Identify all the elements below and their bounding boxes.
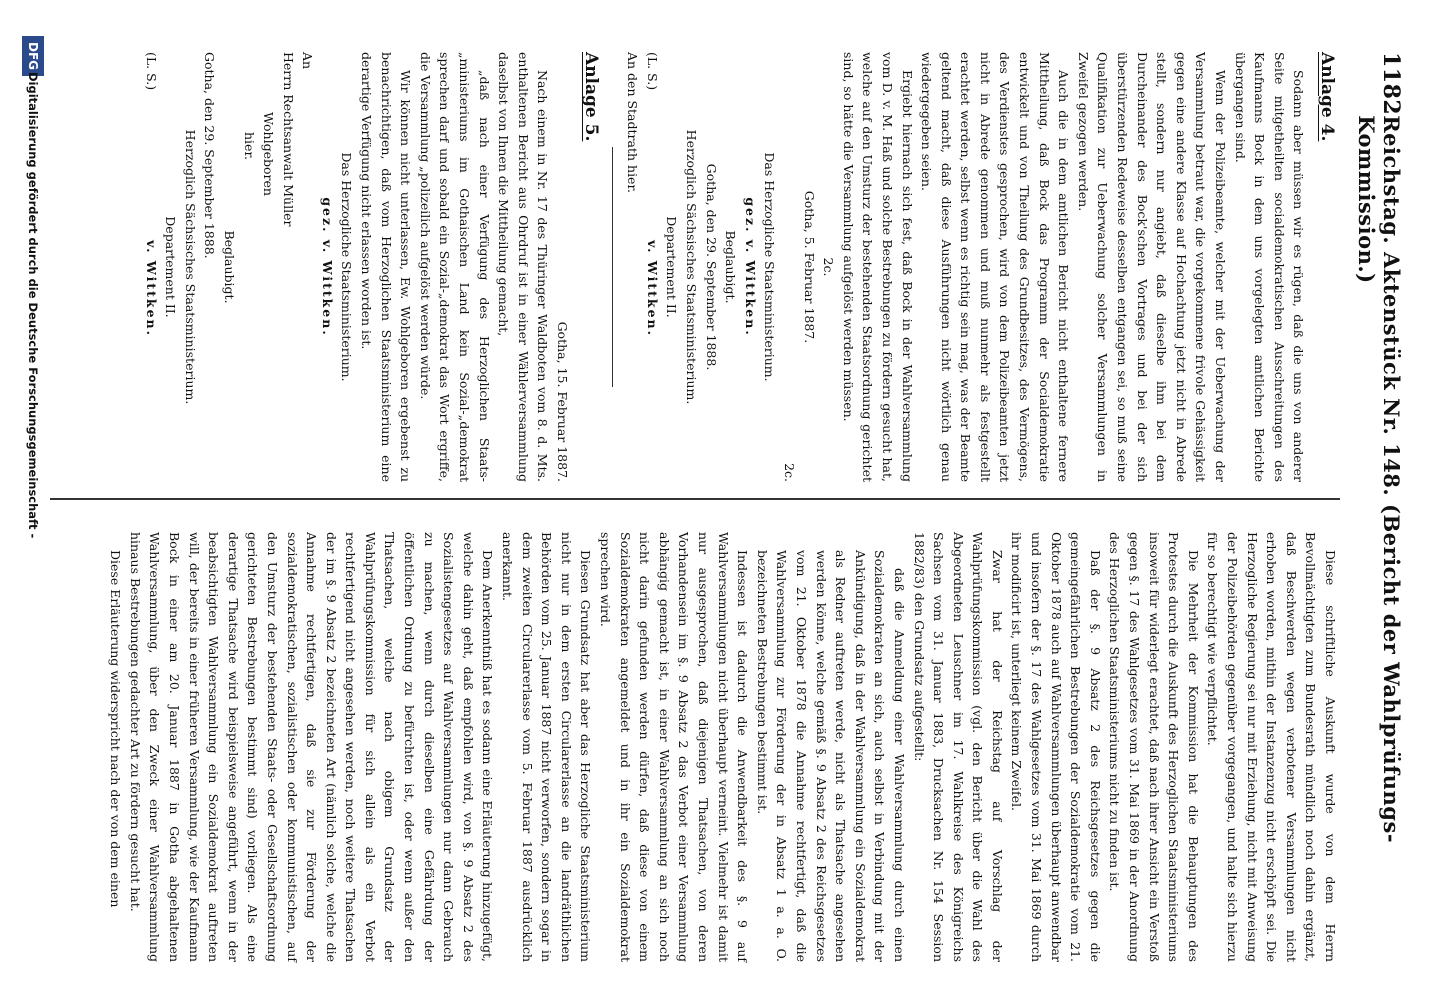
department: Departement II. [163, 216, 179, 318]
digitization-note: Digitalisierung gefördert durch die Deutsche Forschungsgemeinschaft - [26, 72, 40, 539]
signature-name: v. Wittken. [644, 240, 660, 337]
running-header [1354, 52, 1404, 957]
paragraph: Die Mehrheit der Kommission hat die Behauptungen des Protestes durch die Auskunft des Herzoglichen Staatsministeriums insoweit für widerlegt erachtet, daß nach ihrer Ansicht ein Verstoß gegen §. 17 des Wahlgesetzes vom 31. Mai 1869 in der Anordnung des Herzoglichen Staatsministeriums nicht zu finden ist. [1107, 532, 1201, 962]
address-line: Wohlgeboren [261, 112, 277, 196]
seal-mark: (L. S.) [143, 52, 159, 91]
anlage-5-heading: Anlage 5. [580, 52, 601, 142]
paragraph: Zwar hat der Reichstag auf Vorschlag der Wahlprüfungskommission (vgl. den Bericht über die Wahl des Abgeordneten Leuschner im 17. Wahlkreise des Königreichs Sachsen vom 31. Januar 1883, Drucksachen Nr. 154 Session 1882/83) den Grundsatz aufgestellt: [911, 532, 1005, 962]
etc-mark: 2c. [821, 257, 837, 277]
etc-mark: 2c. [781, 463, 797, 482]
paragraph: Diese Erläuterung widerspricht nach der von dem einen [108, 550, 124, 908]
signature-authority: Das Herzogliche Staatsministerium. [762, 152, 778, 382]
right-column [106, 532, 1340, 962]
dateline: Gotha, 15. Februar 1887. [555, 321, 571, 482]
paragraph: Wir können nicht unterlassen, Ew. Wohlgeboren ergebenst zu benachrichtigen, daß vom Herzoglichen Staatsministerium eine derartige Verfügung nicht erlassen worden ist. [359, 52, 414, 482]
dateline: Gotha, den 29. September 1888. [202, 52, 218, 259]
running-title: Reichstag. Aktenstück Nr. 148. (Bericht der Wahlprüfungs-Kommission.) [1354, 115, 1404, 844]
signature-name: gez. v. Wittken. [319, 197, 335, 337]
dateline: Gotha, den 29. September 1888. [703, 163, 719, 371]
anlage-4-heading: Anlage 4. [1317, 52, 1337, 142]
ministry: Herzoglich Sächsisches Staatsministerium. [182, 129, 198, 405]
paragraph: Sodann aber müssen wir es rügen, daß die uns von anderer Seite mitgetheilten socialdemokratischen Ausschreitungen des Kaufmanns Bock in dem uns vorgelegten amtlichen Berichte übergangen sind. [1232, 52, 1307, 482]
ministry: Herzoglich Sächsisches Staatsministerium. [684, 129, 699, 405]
dfg-logo: DFG [22, 36, 44, 76]
paragraph: Diese schriftliche Auskunft wurde von dem Herrn Bevollmächtigten zum Bundesrath mündlich noch dahin ergänzt, daß Beschwerden wegen verbotener Versammlungen nicht erhoben worden, mithin der Instanzenzug nicht erschöpft sei. Die Herzogliche Regierung sei nur mit Erziehung, nicht mit Anweisung der Polizeibehörden gegenüber vorgegangen, und halte sich hierzu für so berechtigt wie verpflichtet. [1205, 532, 1338, 962]
signature-name: gez. v. Wittken. [742, 197, 758, 337]
department: Departement II. [664, 216, 680, 318]
paragraph: Nach einem in Nr. 17 des Thüringer Waldboten vom 8. d. Mts. enthaltenen Bericht aus Ohrdruf ist in einer Wählerversammlung daselbst von Ihnen die Mittheilung gemacht, [496, 52, 551, 482]
paragraph: Auch die in dem amtlichen Bericht nicht enthaltene fernere Mittheilung, daß Bock das Programm der Socialdemokratie entwickelt und von Theilung des Grundbesitzes, des Vermögens, des Verdienstes gesprochen, wird von dem Polizeibeamten jetzt nicht in Abrede genommen und muß nunmehr als festgestellt erachtet werden, selbst wenn es richtig sein mag, was der Beamte geltend macht, daß diese Ausführungen nicht wörtlich genau wiedergegeben seien. [919, 52, 1072, 482]
beglaubigt: Beglaubigt. [723, 230, 739, 304]
seal-mark: (L. S.) [644, 52, 660, 91]
paragraph: Diesen Grundsatz hat aber das Herzogliche Staatsministerium nicht nur in dem ersten Circularerlasse an die landräthlichen Behörden vom 25. Januar 1887 nicht verworfen, sondern sogar in dem zweiten Circularerlasse vom 5. Februar 1887 ausdrücklich anerkannt. [500, 532, 594, 962]
dateline: Gotha, 5. Februar 1887. [801, 190, 817, 344]
signature-name: v. Wittken. [143, 240, 159, 337]
page-number: 1182 [1378, 52, 1404, 116]
paragraph: Indessen ist dadurch die Anwendbarkeit des §. 9 auf Wahlversammlungen nicht überhaupt verneint. Vielmehr ist damit nur ausgesprochen, daß diejenigen Thatsachen, von deren Vorhandensein im §. 9 Absatz 2 das Verbot einer Versammlung abhängig gemacht ist, in einer Wahlversammlung an sich noch nicht darin gefunden werden dürfen, daß diese von einem Sozialdemokraten angemeldet und in ihr ein Sozialdemokrat sprechen wird. [598, 532, 751, 962]
paragraph: Dem Anerkenntniß hat es sodann eine Erläuterung hinzugefügt, welche dahin geht, daß empfohlen wird, von §. 9 Absatz 2 des Sozialistengesetzes auf Wahlversammlungen nur dann Gebrauch zu machen, wenn durch dieselben eine Gefährdung der öffentlichen Ordnung zu befürchten ist, oder wenn außer den Thatsachen, welche nach obigem Grundsatz der Wahlprüfungskommission für sich allein als ein Verbot rechtfertigend nicht angesehen werden, noch weitere Thatsachen der im §. 9 Absatz 2 bezeichneten Art (nämlich solche, welche die Annahme rechtfertigen, daß sie zur Förderung der sozialdemokratischen, sozialistischen oder kommunistischen, auf den Umsturz der bestehenden Staats- oder Gesellschaftsordnung gerichteten Bestrebungen bestimmt sind) vorliegen. Als eine derartige Thatsache wird beispielsweise angeführt, wenn in der beabsichtigten Wahlversammlung ein Sozialdemokrat auftreten will, der bereits in einer früheren Versammlung, wie der Kaufmann Bock in einer am 20. Januar 1887 in Gotha abgehaltenen Wahlversammlung, über den Zweck einer Wahlversammlung hinaus Bestrebungen gedachter Art zu fördern gesucht hat. [127, 532, 496, 962]
column-divider [50, 498, 1340, 500]
address-line: hier. [241, 132, 257, 161]
seal-line [141, 52, 161, 482]
quotation: „daß nach einer Verfügung des Herzoglichen Staats-„ministeriums im Gothaischen Land kein Sozial-„demokrat sprechen darf und sobald ein Sozial-„demokrat das Wort ergriffe, die Versammlung „polizeilich aufgelöst werden würde. [417, 52, 492, 482]
addressee: An den Stadtrath hier. [625, 52, 641, 194]
signature-authority: Das Herzogliche Staatsministerium. [339, 152, 355, 382]
quoted-principle: daß die Anmeldung einer Wahlversammlung durch einen Sozialdemokraten an sich, auch selbst in Verbindung mit der Ankündigung, daß in der Wahlversammlung ein Sozialdemokrat als Redner auftreten werde, nicht als Thatsache angesehen werden könne, welche gemäß §. 9 Absatz 2 des Reichsgesetzes vom 21. Oktober 1878 die Annahme rechtfertigt, daß die Wahlversammlung zur Förderung der in Absatz 1 a. a. O. bezeichneten Bestrebungen bestimmt ist. [754, 550, 907, 962]
address-line: An [300, 52, 316, 70]
section-rule [612, 147, 613, 387]
address-line: Herrn Rechtsanwalt Müller [280, 52, 296, 227]
paragraph: Wenn der Polizeibeamte, welcher mit der Ueberwachung der Versammlung betraut war, die vorgekommene frivole Gehässigkeit gegen eine andere Klasse auf Hochachtung jetzt nicht in Abrede stellt, sondern nur angiebt, daß dieselbe ihm bei dem Durcheinander des Bock'schen Vortrages und bei der sich überstürzenden Redeweise desselben entgangen sei, so muß seine Qualifikation zur Ueberwachung solcher Versammlungen in Zweifel gezogen werden. [1075, 52, 1229, 482]
paragraph: Ergiebt hiernach sich fest, daß Bock in der Wahlversammlung vom D. v. M. Haß und solche Bestrebungen zu fördern gesucht hat, welche auf den Umsturz der bestehenden Staatsordnung gerichtet sind, so hätte die Versammlung aufgelöst werden müssen. [840, 52, 915, 482]
beglaubigt: Beglaubigt. [221, 230, 237, 304]
paragraph: Daß der §. 9 Absatz 2 des Reichsgesetzes gegen die gemeingefährlichen Bestrebungen der Sozialdemokratie vom 21. Oktober 1878 auch auf Wahlversammlungen überhaupt anwendbar und insofern der §. 17 des Wahlgesetzes vom 31. Mai 1869 durch ihr modificirt ist, unterliegt keinem Zweifel. [1009, 532, 1103, 962]
left-column [141, 52, 1340, 482]
seal-line [642, 52, 662, 482]
